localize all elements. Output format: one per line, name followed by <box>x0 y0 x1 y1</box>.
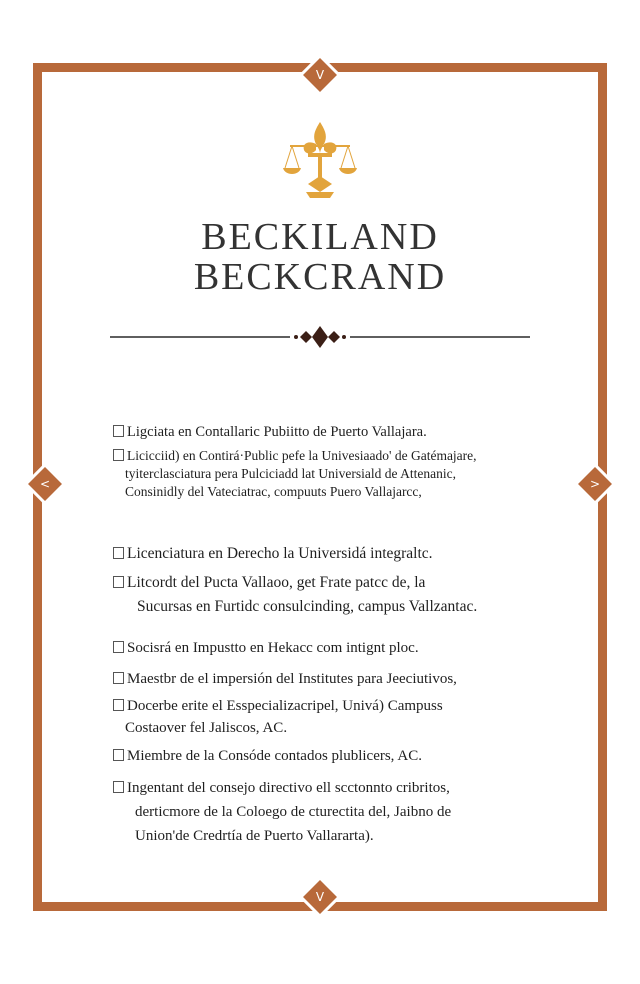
checkbox-glyph-icon <box>113 576 124 588</box>
right-diamond-label: > <box>589 477 601 491</box>
credential-text: Licenciatura en Derecho la Universidá integraltc. <box>127 545 433 562</box>
credential-entry <box>113 571 477 619</box>
credential-entry <box>113 447 477 501</box>
credential-text: Licicciid) en Contirá·Public pefe la Univesiaado' de Gatémajare, <box>127 448 477 463</box>
credential-line <box>113 465 477 483</box>
credential-line <box>113 543 433 565</box>
credential-line <box>113 824 451 848</box>
credential-text: derticmore de la Coloego de cturectita del, Jaibno de <box>135 804 452 820</box>
credential-line <box>113 745 422 767</box>
credential-line <box>113 637 419 659</box>
checkbox-glyph-icon <box>113 699 124 711</box>
credential-line <box>113 776 451 800</box>
credential-line <box>113 483 477 501</box>
credential-line <box>113 447 477 465</box>
credential-text: Ingentant del consejo directivo ell scctonnto cribritos, <box>127 780 450 796</box>
credential-entry <box>113 637 419 659</box>
credential-entry <box>113 695 443 739</box>
credential-line <box>113 717 443 739</box>
credential-line <box>113 695 443 717</box>
credential-text: Litcordt del Pucta Vallaoo, get Frate patcc de, la <box>127 574 426 591</box>
credential-entry <box>113 745 422 767</box>
bottom-diamond-label: V <box>315 890 325 904</box>
top-diamond-label: V <box>315 68 325 82</box>
credential-line <box>113 668 457 690</box>
credential-entry <box>113 543 433 565</box>
credential-text: Maestbr de el impersión del Institutes para Jeeciutivos, <box>127 671 457 687</box>
credential-text: Union'de Credrtía de Puerto Vallararta). <box>135 828 374 844</box>
credential-text: Docerbe erite el Esspecializacripel, Univá) Campuss <box>127 698 443 714</box>
credential-text: Costaover fel Jaliscos, AC. <box>125 720 288 736</box>
checkbox-glyph-icon <box>113 547 124 559</box>
checkbox-glyph-icon <box>113 781 124 793</box>
credential-text: Ligciata en Contallaric Pubiitto de Puerto Vallajara. <box>127 424 427 440</box>
left-diamond-label: < <box>39 477 51 491</box>
credential-line <box>113 422 427 442</box>
checkbox-glyph-icon <box>113 641 124 653</box>
title-line-1: BECKILAND <box>201 216 439 258</box>
credential-line <box>113 595 477 619</box>
credential-line <box>113 800 451 824</box>
credential-text: tyiterclasciatura pera Pulciciadd lat Universiald de Attenanic, <box>125 466 456 481</box>
title-line-2: BECKCRAND <box>193 256 447 298</box>
checkbox-glyph-icon <box>113 749 124 761</box>
checkbox-glyph-icon <box>113 672 124 684</box>
credential-text: Socisrá en Impustto en Hekacc com intignt ploc. <box>127 640 419 656</box>
credential-entry <box>113 776 451 848</box>
credential-text: Consinidly del Vateciatrac, compuuts Puero Vallajarcc, <box>125 484 422 499</box>
credential-entry <box>113 422 427 442</box>
credential-text: Sucursas en Furtidc consulcinding, campus Vallzantac. <box>137 598 478 615</box>
checkbox-glyph-icon <box>113 449 124 461</box>
credential-text: Miembre de la Consóde contados plublicers, AC. <box>127 748 422 764</box>
credential-entry <box>113 668 457 690</box>
credential-line <box>113 571 477 595</box>
checkbox-glyph-icon <box>113 425 124 437</box>
